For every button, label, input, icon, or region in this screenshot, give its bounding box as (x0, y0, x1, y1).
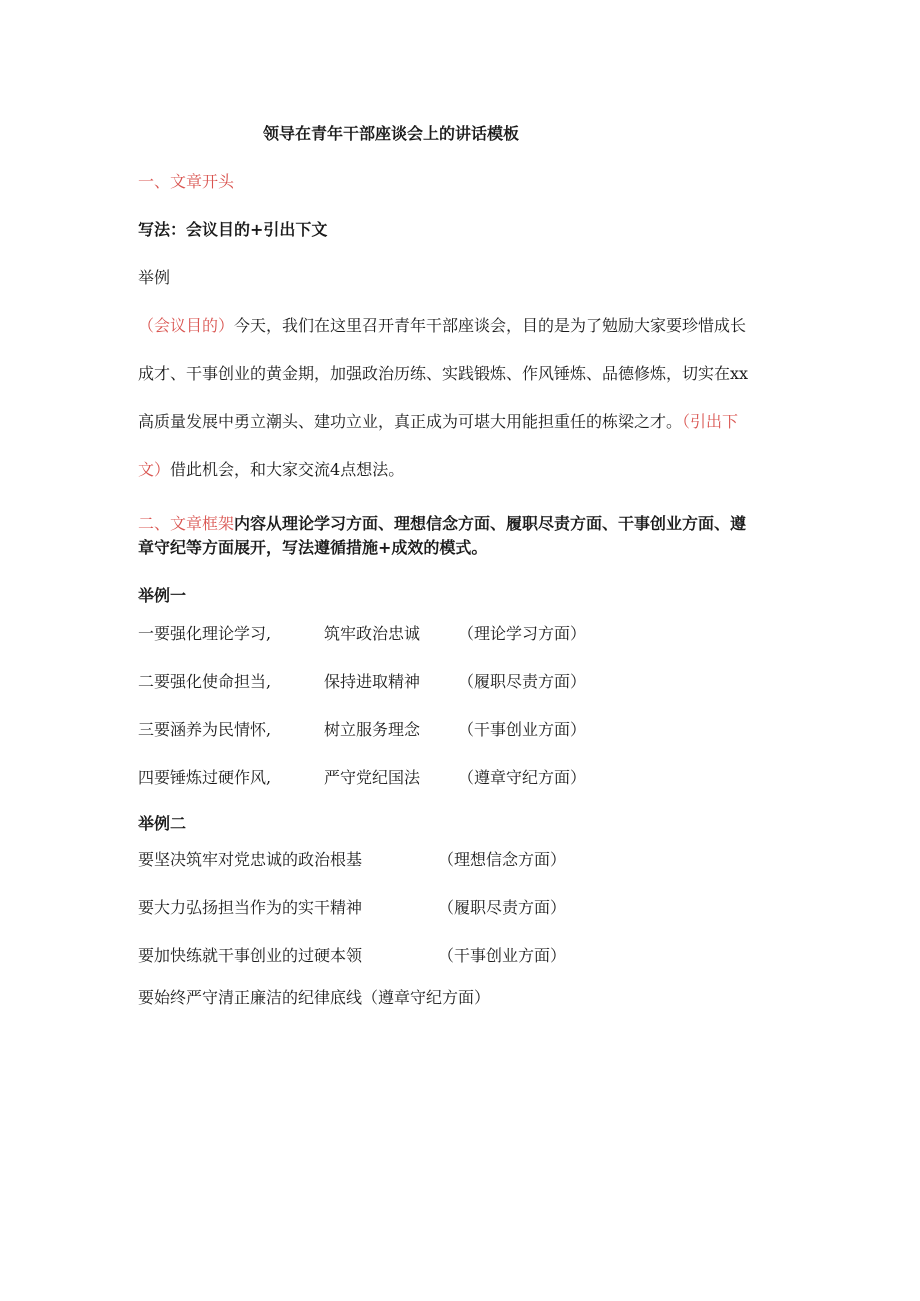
example2-item: 要坚决筑牢对党忠诚的政治根基 (138, 850, 363, 869)
meeting-purpose-tag: （会议目的） (138, 316, 235, 335)
example2-label: 举例二 (138, 814, 187, 833)
example1-measure: 三要涵养为民情怀, (138, 720, 272, 739)
example1-measure: 四要锤炼过硬作风, (138, 768, 272, 787)
section2-desc-line-2: 章守纪等方面展开，写法遵循措施+成效的模式。 (138, 538, 488, 557)
paragraph-line-2: 成才、干事创业的黄金期，加强政治历练、实践锻炼、作风锤炼、品德修炼，切实在xx (138, 364, 749, 383)
section1-heading: 一、文章开头 (138, 172, 235, 191)
lead-in-tag-part2: 文） (138, 460, 171, 479)
paragraph-line-4 (138, 460, 404, 480)
example1-aspect: （干事创业方面） (458, 720, 587, 739)
example2-aspect: （履职尽责方面） (438, 898, 567, 917)
example1-effect: 树立服务理念 (324, 720, 421, 739)
example2-aspect: （干事创业方面） (438, 946, 567, 965)
example1-aspect: （履职尽责方面） (458, 672, 587, 691)
example1-label: 举例一 (138, 586, 187, 605)
paragraph-line-1-text: 今天，我们在这里召开青年干部座谈会，目的是为了勉励大家要珍惜成长 (234, 316, 747, 335)
example1-aspect: （遵章守纪方面） (458, 768, 587, 787)
example1-measure: 一要强化理论学习, (138, 624, 272, 643)
example2-aspect: （理想信念方面） (438, 850, 567, 869)
paragraph-line-4-text: 借此机会，和大家交流4点想法。 (170, 460, 405, 479)
document-title: 领导在青年干部座谈会上的讲话模板 (263, 124, 520, 143)
example1-measure: 二要强化使命担当, (138, 672, 272, 691)
example1-effect: 保持进取精神 (324, 672, 421, 691)
example1-aspect: （理论学习方面） (458, 624, 587, 643)
example1-effect: 筑牢政治忠诚 (324, 624, 421, 643)
section2-heading: 二、文章框架 (138, 514, 235, 533)
section1-method: 写法：会议目的+引出下文 (138, 220, 328, 239)
paragraph-line-3 (138, 412, 738, 432)
example1-effect: 严守党纪国法 (324, 768, 421, 787)
paragraph-line-1 (138, 316, 746, 336)
paragraph-line-3-text: 高质量发展中勇立潮头、建功立业，真正成为可堪大用能担重任的栋梁之才。 (138, 412, 683, 431)
lead-in-tag-part1: （引出下 (682, 412, 739, 431)
example2-item: 要大力弘扬担当作为的实干精神 (138, 898, 363, 917)
section2-desc-line-1 (138, 514, 746, 534)
section2-desc-text-1: 内容从理论学习方面、理想信念方面、履职尽责方面、干事创业方面、遵 (234, 514, 747, 533)
example2-last-item: 要始终严守清正廉洁的纪律底线（遵章守纪方面） (138, 988, 491, 1007)
example2-item: 要加快练就干事创业的过硬本领 (138, 946, 363, 965)
section1-example-label: 举例 (138, 268, 171, 287)
